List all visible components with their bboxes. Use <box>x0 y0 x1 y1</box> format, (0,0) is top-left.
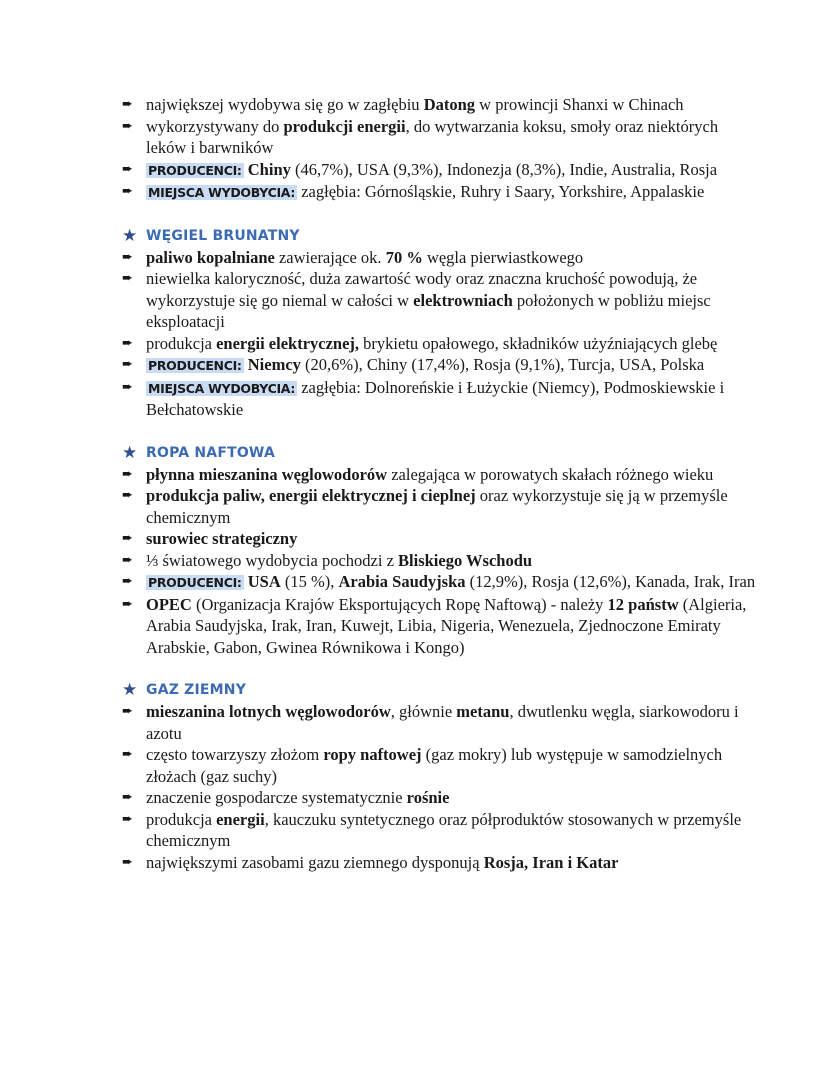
arrow-bullet-icon: ➨ <box>122 747 133 762</box>
text-segment: produkcja <box>146 333 217 353</box>
arrow-bullet-icon: ➨ <box>122 379 133 395</box>
list-item <box>122 852 756 874</box>
text-segment: produkcja <box>146 809 217 829</box>
bold-text: Chiny <box>247 159 291 179</box>
list-item <box>122 333 756 355</box>
section-title: GAZ ZIEMNY <box>146 682 247 698</box>
list-item <box>122 787 756 809</box>
bold-text: ropy naftowej <box>323 745 422 764</box>
bold-text: Niemcy <box>247 355 301 374</box>
list-item <box>122 354 756 377</box>
bold-text: produkcji energii <box>283 116 406 136</box>
star-icon: ★ <box>122 225 138 246</box>
bold-text: USA <box>247 572 281 591</box>
arrow-bullet-icon: ➨ <box>122 118 133 134</box>
list-item <box>122 571 756 594</box>
arrow-bullet-icon: ➨ <box>122 97 133 112</box>
list-item <box>122 809 756 852</box>
arrow-bullet-icon: ➨ <box>122 704 133 719</box>
arrow-bullet-icon: ➨ <box>122 271 133 286</box>
list-item <box>122 701 756 744</box>
section-heading <box>122 679 788 701</box>
arrow-bullet-icon: ➨ <box>122 249 133 265</box>
bold-text: metanu <box>456 702 510 721</box>
bold-text: 12 państw <box>607 594 679 614</box>
list-item <box>122 528 756 550</box>
list-item <box>122 594 756 659</box>
arrow-bullet-icon: ➨ <box>122 184 133 199</box>
highlight-label: PRODUCENCI: <box>148 162 242 178</box>
section <box>122 442 788 659</box>
arrow-bullet-icon: ➨ <box>122 357 133 372</box>
bold-text: rośnie <box>406 788 450 807</box>
section-list <box>122 247 788 421</box>
bold-text: Datong <box>423 95 476 114</box>
bold-text: OPEC <box>146 594 192 614</box>
section <box>122 225 788 421</box>
text-segment: często towarzyszy złożom <box>146 745 324 764</box>
text-segment: , kauczuku syntetycznego oraz półproduktów stosowanych w przemyśle chemicznym <box>146 809 742 850</box>
bold-text: Arabia Saudyjska <box>338 572 466 591</box>
text-segment: największej wydobywa się go w zagłębiu <box>146 95 424 114</box>
text-segment: węgla pierwiastkowego <box>422 247 584 267</box>
text-segment: (20,6%), Chiny (17,4%), Rosja (9,1%), Turcja, USA, Polska <box>300 355 705 374</box>
text-segment: oraz wykorzystuje się ją w przemyśle chemicznym <box>146 486 728 527</box>
arrow-bullet-icon: ➨ <box>122 552 133 568</box>
text-segment: (12,9%), Rosja (12,6%), Kanada, Irak, Iran <box>465 572 756 591</box>
bold-text: płynna mieszanina węglowodorów <box>146 464 388 484</box>
text-segment: położonych w pobliżu miejsc eksploatacji <box>146 290 711 331</box>
section <box>122 679 788 873</box>
bold-text: energii elektrycznej, <box>216 333 360 353</box>
arrow-bullet-icon: ➨ <box>122 596 133 612</box>
arrow-bullet-icon: ➨ <box>122 790 133 805</box>
section-heading <box>122 225 788 247</box>
list-item <box>122 247 756 269</box>
arrow-bullet-icon: ➨ <box>122 531 133 546</box>
bold-text: paliwo kopalniane <box>146 247 275 267</box>
list-item <box>122 116 756 159</box>
bold-text: produkcja paliw, energii elektrycznej i cieplnej <box>146 486 476 505</box>
arrow-bullet-icon: ➨ <box>122 161 133 177</box>
text-segment: w prowincji Shanxi w Chinach <box>475 95 684 114</box>
arrow-bullet-icon: ➨ <box>122 811 133 827</box>
text-segment: brykietu opałowego, składników użyźniających glebę <box>359 333 718 353</box>
list-item <box>122 94 756 116</box>
bold-text: energii <box>216 809 265 829</box>
section-list <box>122 701 788 873</box>
text-segment: największymi zasobami gazu ziemnego dysponują <box>146 852 484 872</box>
list-item <box>122 744 756 787</box>
highlight-label: MIEJSCA WYDOBYCIA: <box>148 185 296 200</box>
highlight-label: PRODUCENCI: <box>148 358 242 373</box>
text-segment: ⅓ światowego wydobycia pochodzi z <box>146 550 399 570</box>
section-title: WĘGIEL BRUNATNY <box>146 227 300 244</box>
list-item <box>122 464 756 486</box>
bold-text: mieszanina lotnych węglowodorów <box>146 702 391 721</box>
section-title: ROPA NAFTOWA <box>146 444 275 461</box>
star-icon: ★ <box>122 680 138 700</box>
sections-container <box>122 225 788 874</box>
list-item <box>122 550 756 572</box>
list-item <box>122 268 756 333</box>
text-segment: , do wytwarzania koksu, smoły oraz niektórych leków i barwników <box>146 116 719 157</box>
list-item <box>122 485 756 528</box>
arrow-bullet-icon: ➨ <box>122 854 133 870</box>
text-segment: niewielka kaloryczność, duża zawartość wody oraz znaczna kruchość powodują, że wykorzystuje się go niemal w całości w <box>146 269 698 310</box>
arrow-bullet-icon: ➨ <box>122 335 133 351</box>
text-segment: , dwutlenku węgla, siarkowodoru i azotu <box>146 702 739 743</box>
text-segment: (gaz mokry) lub występuje w samodzielnych złożach (gaz suchy) <box>146 745 723 786</box>
highlight-label: PRODUCENCI: <box>148 575 242 590</box>
text-segment: (Algieria, Arabia Saudyjska, Irak, Iran, Kuwejt, Libia, Nigeria, Wenezuela, Zjednoczone Emiraty Arabskie, Gabon, Gwinea Równikowa i Kongo) <box>146 594 747 657</box>
text-segment: zawierające ok. <box>274 247 386 267</box>
arrow-bullet-icon: ➨ <box>122 466 133 482</box>
list-item <box>122 377 756 421</box>
bold-text: 70 % <box>385 247 423 267</box>
section-heading <box>122 442 788 464</box>
text-segment: (Organizacja Krajów Eksportujących Ropę Naftową) - należy <box>191 594 608 614</box>
intro-list <box>122 94 788 204</box>
section-list <box>122 464 788 659</box>
text-segment: zagłębia: Dolnoreńskie i Łużyckie (Niemcy), Podmoskiewskie i Bełchatowskie <box>146 377 725 419</box>
bold-text: Bliskiego Wschodu <box>398 550 533 570</box>
highlight-label: MIEJSCA WYDOBYCIA: <box>148 380 296 396</box>
text-segment: (15 %), <box>280 572 339 591</box>
list-item <box>122 159 756 182</box>
bold-text: surowiec strategiczny <box>146 529 298 548</box>
text-segment: (46,7%), USA (9,3%), Indonezja (8,3%), Indie, Australia, Rosja <box>290 159 718 179</box>
text-segment: zagłębia: Górnośląskie, Ruhry i Saary, Yorkshire, Appalaskie <box>297 182 705 201</box>
text-segment: wykorzystywany do <box>146 116 284 136</box>
text-segment: zalegająca w porowatych skałach różnego wieku <box>387 464 714 484</box>
bold-text: elektrowniach <box>413 290 513 310</box>
arrow-bullet-icon: ➨ <box>122 488 133 503</box>
star-icon: ★ <box>122 442 138 463</box>
arrow-bullet-icon: ➨ <box>122 574 133 589</box>
text-segment: znaczenie gospodarcze systematycznie <box>146 788 407 807</box>
text-segment: , głównie <box>390 702 457 721</box>
list-item <box>122 181 756 204</box>
bold-text: Rosja, Iran i Katar <box>483 852 619 872</box>
